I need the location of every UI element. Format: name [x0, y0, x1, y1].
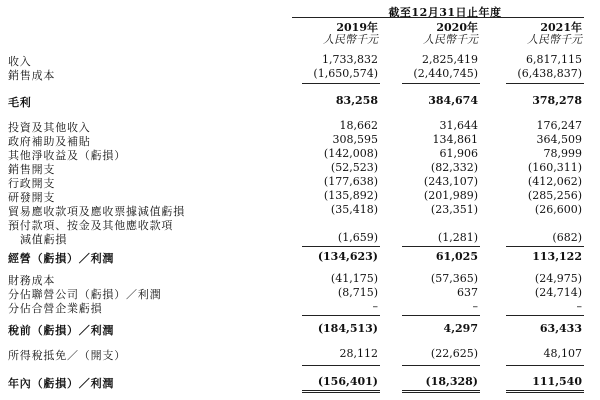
value-2019: (184,513) — [317, 322, 378, 335]
value-2020: 4,297 — [443, 322, 478, 335]
value-2021: (285,256) — [527, 189, 582, 202]
subtotal-rule — [506, 315, 584, 316]
subtotal-rule — [402, 315, 480, 316]
value-2020: (201,989) — [423, 189, 478, 202]
value-2019: (41,175) — [330, 272, 378, 285]
value-2019: 28,112 — [339, 347, 378, 360]
value-2020: (23,351) — [430, 203, 478, 216]
subtotal-rule — [302, 246, 380, 247]
table-row-profit-for-year — [0, 375, 600, 389]
table-row-profit-before-tax — [0, 322, 600, 336]
table-row-income-tax — [0, 347, 600, 361]
table-row-operating-result — [0, 250, 600, 264]
subtotal-rule — [302, 365, 380, 366]
subtotal-rule — [402, 246, 480, 247]
row-label: 財務成本 — [8, 274, 56, 287]
value-2019: (135,892) — [323, 189, 378, 202]
row-label: 政府補助及補貼 — [8, 135, 91, 148]
value-2020: 384,674 — [428, 94, 478, 107]
value-2020: – — [472, 300, 478, 313]
value-2021: 176,247 — [536, 119, 582, 132]
unit-2020-header: 人民幣千元 — [423, 33, 478, 46]
value-2019: 308,595 — [332, 133, 378, 146]
row-label: 行政開支 — [8, 177, 56, 190]
value-2019: (8,715) — [337, 286, 378, 299]
table-row-share-of-associates — [0, 286, 600, 300]
value-2020: 31,644 — [439, 119, 478, 132]
row-label: 分佔聯營公司（虧損）／利潤 — [8, 288, 162, 301]
row-label: 毛利 — [8, 96, 32, 109]
table-row-share-of-joint-ventures — [0, 300, 600, 314]
value-2020: 61,906 — [439, 147, 478, 160]
table-row-finance-costs — [0, 272, 600, 286]
value-2019: (1,650,574) — [313, 67, 378, 80]
unit-2019-header: 人民幣千元 — [323, 33, 378, 46]
value-2020: (1,281) — [437, 231, 478, 244]
subtotal-rule — [402, 83, 480, 84]
subtotal-rule — [506, 83, 584, 84]
value-2019: (35,418) — [330, 203, 378, 216]
value-2019: (134,623) — [317, 250, 378, 263]
table-row-revenue — [0, 53, 600, 67]
table-row-prepayments-heading — [0, 217, 600, 231]
value-2019: (177,638) — [323, 175, 378, 188]
value-2020: (22,625) — [430, 347, 478, 360]
table-row-gross-profit — [0, 94, 600, 108]
value-2021: (24,975) — [534, 272, 582, 285]
value-2019: – — [372, 300, 378, 313]
value-2019: 83,258 — [335, 94, 378, 107]
table-row-cost-of-sales — [0, 67, 600, 81]
value-2021: 364,509 — [536, 133, 582, 146]
row-label: 年內（虧損）／利潤 — [8, 377, 115, 390]
value-2019: (52,523) — [330, 161, 378, 174]
total-double-rule — [302, 392, 380, 393]
value-2021: (160,311) — [527, 161, 582, 174]
row-label: 銷售成本 — [8, 69, 56, 82]
table-row-selling-expenses — [0, 161, 600, 175]
row-label: 研發開支 — [8, 191, 56, 204]
subtotal-rule — [506, 365, 584, 366]
table-row-prepayments-impairment — [0, 231, 600, 245]
table-row-receivables-impairment — [0, 203, 600, 217]
value-2021: (412,062) — [527, 175, 582, 188]
value-2020: (2,440,745) — [413, 67, 478, 80]
subtotal-rule — [506, 246, 584, 247]
period-underline — [292, 17, 584, 18]
value-2021: (6,438,837) — [517, 67, 582, 80]
unit-2021-header: 人民幣千元 — [527, 33, 582, 46]
value-2020: 2,825,419 — [422, 53, 478, 66]
total-rule — [402, 390, 480, 391]
subtotal-rule — [402, 365, 480, 366]
row-label: 貿易應收款項及應收票據減值虧損 — [8, 205, 185, 218]
table-row-rnd-expenses — [0, 189, 600, 203]
row-label: 其他淨收益及（虧損） — [8, 149, 126, 162]
value-2020: 61,025 — [435, 250, 478, 263]
value-2021: 378,278 — [532, 94, 582, 107]
table-row-government-grants — [0, 133, 600, 147]
value-2021: (24,714) — [534, 286, 582, 299]
total-rule — [302, 390, 380, 391]
value-2021: – — [576, 300, 582, 313]
year-2020-header: 2020年 — [436, 21, 478, 34]
value-2021: (26,600) — [534, 203, 582, 216]
value-2021: 6,817,115 — [526, 53, 582, 66]
row-label: 經營（虧損）／利潤 — [8, 252, 115, 265]
table-row-other-net-gains — [0, 147, 600, 161]
total-double-rule — [402, 392, 480, 393]
table-row-admin-expenses — [0, 175, 600, 189]
row-label: 收入 — [8, 55, 32, 68]
value-2020: 134,861 — [432, 133, 478, 146]
value-2021: 63,433 — [539, 322, 582, 335]
year-2019-header: 2019年 — [336, 21, 378, 34]
row-label: 分佔合營企業虧損 — [8, 302, 103, 315]
value-2019: (1,659) — [337, 231, 378, 244]
value-2020: (57,365) — [430, 272, 478, 285]
value-2021: (682) — [552, 231, 582, 244]
row-label: 所得稅抵免／（開支） — [8, 349, 126, 362]
row-label: 預付款項、按金及其他應收款項 — [8, 219, 174, 232]
value-2020: 637 — [457, 286, 478, 299]
period-header: 截至12月31日止年度 — [388, 6, 502, 19]
value-2019: (156,401) — [317, 375, 378, 388]
value-2021: 111,540 — [532, 375, 582, 388]
row-label: 銷售開支 — [8, 163, 56, 176]
subtotal-rule — [302, 83, 380, 84]
year-2021-header: 2021年 — [540, 21, 582, 34]
value-2020: (243,107) — [423, 175, 478, 188]
value-2019: 1,733,832 — [322, 53, 378, 66]
value-2019: (142,008) — [323, 147, 378, 160]
table-row-investment-income — [0, 119, 600, 133]
row-label: 稅前（虧損）／利潤 — [8, 324, 115, 337]
value-2021: 78,999 — [543, 147, 582, 160]
total-double-rule — [506, 392, 584, 393]
row-label: 投資及其他收入 — [8, 121, 91, 134]
value-2020: (82,332) — [430, 161, 478, 174]
total-rule — [506, 390, 584, 391]
value-2020: (18,328) — [425, 375, 478, 388]
row-label: 減值虧損 — [20, 233, 68, 246]
value-2021: 48,107 — [543, 347, 582, 360]
value-2021: 113,122 — [532, 250, 582, 263]
value-2019: 18,662 — [339, 119, 378, 132]
subtotal-rule — [302, 315, 380, 316]
